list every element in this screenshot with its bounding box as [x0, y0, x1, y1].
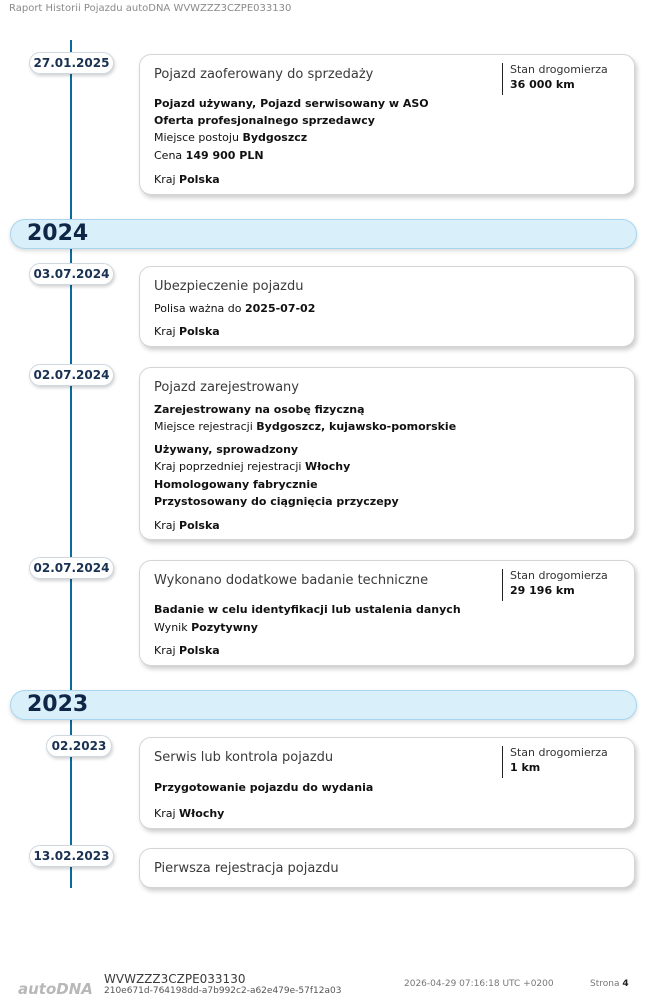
- event-country: Kraj Polska: [154, 644, 220, 657]
- event-card: [139, 848, 635, 888]
- event-date: 13.02.2023: [29, 845, 114, 867]
- event-detail: Używany, sprowadzony: [154, 443, 299, 456]
- event-title: Serwis lub kontrola pojazdu: [154, 750, 334, 765]
- event-title: Pojazd zaoferowany do sprzedaży: [154, 67, 374, 82]
- event-card: [139, 266, 635, 347]
- event-detail: Miejsce postoju Bydgoszcz: [154, 131, 308, 144]
- event-card: [139, 54, 635, 195]
- odometer-label: Stan drogomierza: [510, 746, 608, 759]
- timeline-line: [70, 40, 72, 888]
- event-date: 02.2023: [46, 735, 112, 757]
- year-label: 2023: [27, 692, 89, 717]
- event-country: Kraj Polska: [154, 519, 220, 532]
- odometer-block: [502, 746, 614, 778]
- odometer-label: Stan drogomierza: [510, 569, 608, 582]
- odometer-label: Stan drogomierza: [510, 63, 608, 76]
- footer-generated-date: 2026-04-29 07:16:18 UTC +0200: [404, 979, 554, 989]
- event-detail: Przygotowanie pojazdu do wydania: [154, 781, 374, 794]
- year-bar: [10, 690, 637, 720]
- footer-page: Strona 4: [590, 979, 629, 989]
- event-card: [139, 367, 635, 540]
- event-date: 02.07.2024: [29, 364, 114, 386]
- odometer-value: 29 196 km: [510, 584, 575, 597]
- event-detail: Miejsce rejestracji Bydgoszcz, kujawsko-pomorskie: [154, 420, 457, 433]
- event-detail: Kraj poprzedniej rejestracji Włochy: [154, 460, 351, 473]
- event-detail: Homologowany fabrycznie: [154, 478, 318, 491]
- year-bar: [10, 219, 637, 249]
- event-detail: Badanie w celu identyfikacji lub ustalenia danych: [154, 603, 461, 616]
- odometer-value: 36 000 km: [510, 78, 575, 91]
- event-detail: Zarejestrowany na osobę fizyczną: [154, 403, 365, 416]
- event-date: 03.07.2024: [29, 263, 114, 285]
- event-detail: Cena 149 900 PLN: [154, 149, 264, 162]
- event-detail: Wynik Pozytywny: [154, 621, 258, 634]
- event-date: 27.01.2025: [29, 52, 114, 74]
- odometer-value: 1 km: [510, 761, 541, 774]
- event-country: Kraj Polska: [154, 173, 220, 186]
- event-title: Pierwsza rejestracja pojazdu: [154, 861, 339, 876]
- event-detail: Pojazd używany, Pojazd serwisowany w ASO: [154, 97, 429, 110]
- event-title: Wykonano dodatkowe badanie techniczne: [154, 573, 429, 588]
- event-country: Kraj Polska: [154, 325, 220, 338]
- footer-hash: 210e671d-764198dd-a7b992c2-a62e479e-57f12a03: [104, 986, 342, 996]
- report-header: Raport Historii Pojazdu autoDNA WVWZZZ3CZPE033130: [9, 3, 292, 14]
- autodna-logo: autoDNA: [18, 980, 93, 998]
- event-card: [139, 737, 635, 829]
- odometer-block: [502, 63, 614, 95]
- event-title: Pojazd zarejestrowany: [154, 380, 299, 395]
- footer-vin: WVWZZZ3CZPE033130: [104, 972, 246, 986]
- event-title: Ubezpieczenie pojazdu: [154, 279, 304, 294]
- year-label: 2024: [27, 221, 89, 246]
- event-detail: Przystosowany do ciągnięcia przyczepy: [154, 495, 399, 508]
- event-detail: Oferta profesjonalnego sprzedawcy: [154, 114, 375, 127]
- event-detail: Polisa ważna do 2025-07-02: [154, 302, 316, 315]
- event-card: [139, 560, 635, 666]
- event-date: 02.07.2024: [29, 557, 114, 579]
- odometer-block: [502, 569, 614, 601]
- event-country: Kraj Włochy: [154, 807, 225, 820]
